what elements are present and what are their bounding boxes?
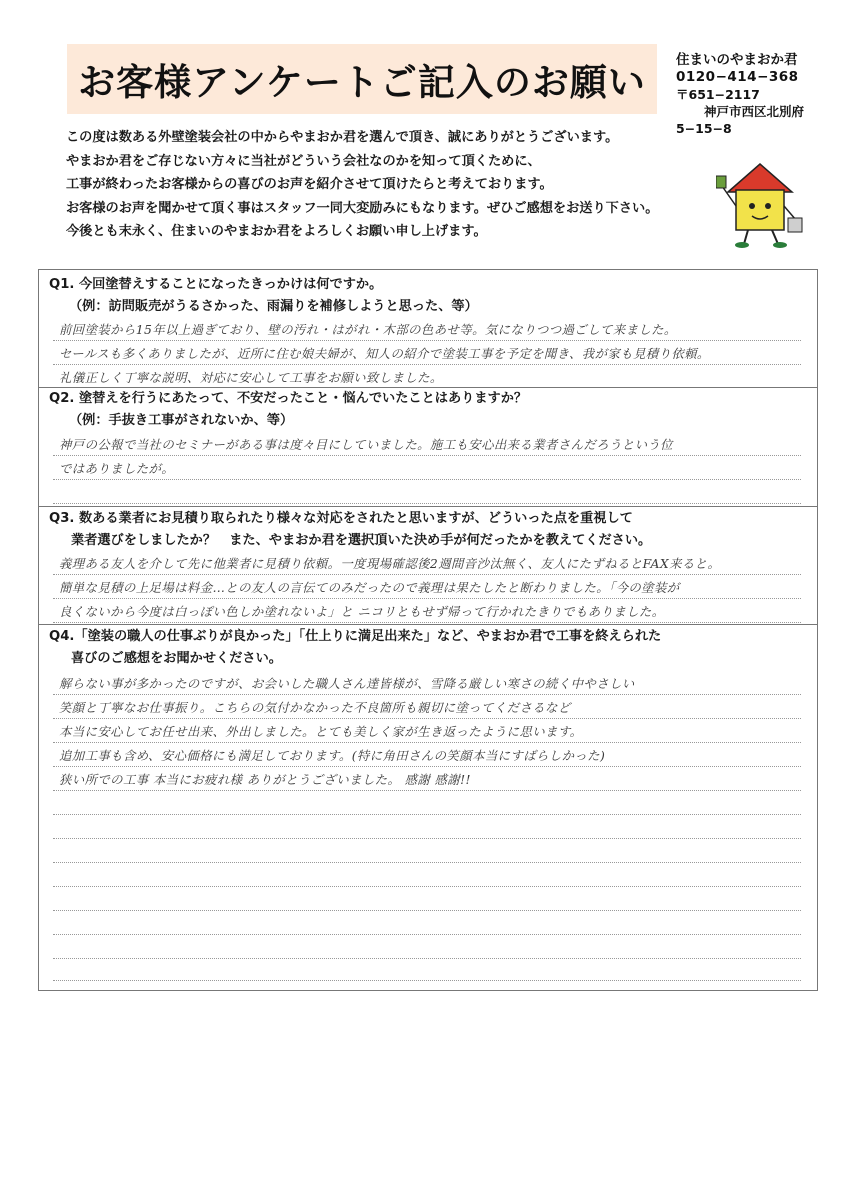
question-4 bbox=[49, 626, 661, 670]
intro-line: やまおか君をご存じない方々に当社がどういう会社なのかを知って頂くために、 bbox=[66, 153, 541, 169]
question-text: Q3. 数ある業者にお見積り取られたり様々な対応をされたと思いますが、どういった点を重視して bbox=[49, 511, 633, 526]
intro-line: この度は数ある外壁塗装会社の中からやまおか君を選んで頂き、誠にありがとうございます。 bbox=[66, 130, 619, 145]
answer-line: ではありましたが。 bbox=[59, 461, 175, 476]
answer-rule bbox=[53, 598, 801, 599]
company-phone: 0120−414−368 bbox=[676, 69, 799, 85]
question-text: 業者選びをしましたか？ また、やまおか君を選択頂いた決め手が何だったかを教えてください。 bbox=[71, 533, 652, 548]
page-title: お客様アンケートご記入のお願い bbox=[78, 61, 646, 104]
answer-line: 良くないから今度は白っぽい色しか塗れないよ」と ニコリともせず帰って行かれたきりでもありました。 bbox=[59, 604, 665, 619]
question-1 bbox=[49, 274, 478, 318]
answer-rule bbox=[53, 910, 801, 911]
answer-line: 本当に安心してお任せ出来、外出しました。とても美しく家が生き返ったように思います。 bbox=[59, 724, 583, 739]
answer-rule bbox=[53, 766, 801, 767]
answer-rule bbox=[53, 340, 801, 341]
answer-rule bbox=[53, 694, 801, 695]
intro-line: お客様のお声を聞かせて頂く事はスタッフ一同大変励みにもなります。ぜひご感想をお送り下さい。 bbox=[66, 200, 659, 216]
answer-rule bbox=[53, 479, 801, 480]
company-address-2: 5−15−8 bbox=[676, 121, 732, 136]
company-info bbox=[676, 52, 846, 137]
survey-frame bbox=[38, 269, 818, 991]
answer-rule bbox=[53, 934, 801, 935]
title-banner bbox=[67, 44, 657, 114]
intro-line: 工事が終わったお客様からの喜びのお声を紹介させて頂けたらと考えております。 bbox=[66, 177, 553, 192]
intro-line: 今後とも末永く、住まいのやまおか君をよろしくお願い申し上げます。 bbox=[66, 224, 487, 239]
answer-rule bbox=[53, 790, 801, 791]
answer-line: 神戸の公報で当社のセミナーがある事は度々目にしていました。施工も安心出来る業者さんだろうという位 bbox=[59, 437, 673, 452]
company-name: 住まいのやまおか君 bbox=[676, 52, 798, 68]
company-postal: 〒651−2117 bbox=[676, 87, 760, 102]
question-3 bbox=[49, 508, 651, 552]
question-text: Q2. 塗替えを行うにあたって、不安だったこと・悩んでいたことはありますか？ bbox=[49, 391, 528, 406]
question-text: 喜びのご感想をお聞かせください。 bbox=[71, 651, 282, 666]
answer-line: 追加工事も含め、安心価格にも満足しております。(特に角田さんの笑顔本当にすばらしかった) bbox=[59, 748, 606, 763]
answer-rule bbox=[53, 980, 801, 981]
question-2 bbox=[49, 388, 527, 432]
answer-rule bbox=[53, 886, 801, 887]
house-mascot-icon bbox=[716, 150, 804, 250]
answer-line: 義理ある友人を介して先に他業者に見積り依頼。一度現場確認後2週間音沙汰無く、友人にたずねるとFAX来ると。 bbox=[59, 556, 721, 571]
answer-rule bbox=[53, 622, 801, 623]
intro-text bbox=[66, 126, 726, 244]
answer-rule bbox=[53, 862, 801, 863]
answer-rule bbox=[53, 503, 801, 504]
question-text: Q1. 今回塗替えすることになったきっかけは何ですか。 bbox=[49, 277, 383, 292]
answer-rule bbox=[53, 814, 801, 815]
question-text: Q4.「塗装の職人の仕事ぶりが良かった」「仕上りに満足出来た」など、やまおか君で工事を終えられた bbox=[49, 629, 662, 644]
answer-line: 狭い所での工事 本当にお疲れ様 ありがとうございました。 感謝 感謝!! bbox=[59, 772, 471, 787]
question-example: （例：手抜き工事がされないか、等） bbox=[69, 413, 294, 428]
answer-rule bbox=[53, 574, 801, 575]
question-example: （例：訪問販売がうるさかった、雨漏りを補修しようと思った、等） bbox=[69, 299, 478, 314]
company-address-1: 神戸市西区北別府 bbox=[704, 104, 805, 119]
answer-rule bbox=[53, 742, 801, 743]
answer-line: 礼儀正しく丁寧な説明、対応に安心して工事をお願い致しました。 bbox=[59, 370, 443, 385]
section-divider bbox=[39, 624, 817, 625]
answer-rule bbox=[53, 718, 801, 719]
answer-rule bbox=[53, 364, 801, 365]
section-divider bbox=[39, 506, 817, 507]
answer-rule bbox=[53, 958, 801, 959]
answer-line: 簡単な見積の上足場は料金…との友人の言伝てのみだったので義理は果たしたと断わりました。「今の塗装が bbox=[59, 580, 680, 595]
answer-rule bbox=[53, 838, 801, 839]
answer-line: 笑顔と丁寧なお仕事振り。こちらの気付かなかった不良箇所も親切に塗ってくださるなど bbox=[59, 700, 571, 715]
answer-line: セールスも多くありましたが、近所に住む娘夫婦が、知人の紹介で塗装工事を予定を聞き、我が家も見積り依頼。 bbox=[59, 346, 710, 361]
answer-line: 前回塗装から15年以上過ぎており、壁の汚れ・はがれ・木部の色あせ等。気になりつつ過ごして来ました。 bbox=[59, 322, 677, 337]
answer-line: 解らない事が多かったのですが、お会いした職人さん達皆様が、雪降る厳しい寒さの続く中やさしい bbox=[59, 676, 635, 691]
answer-rule bbox=[53, 455, 801, 456]
